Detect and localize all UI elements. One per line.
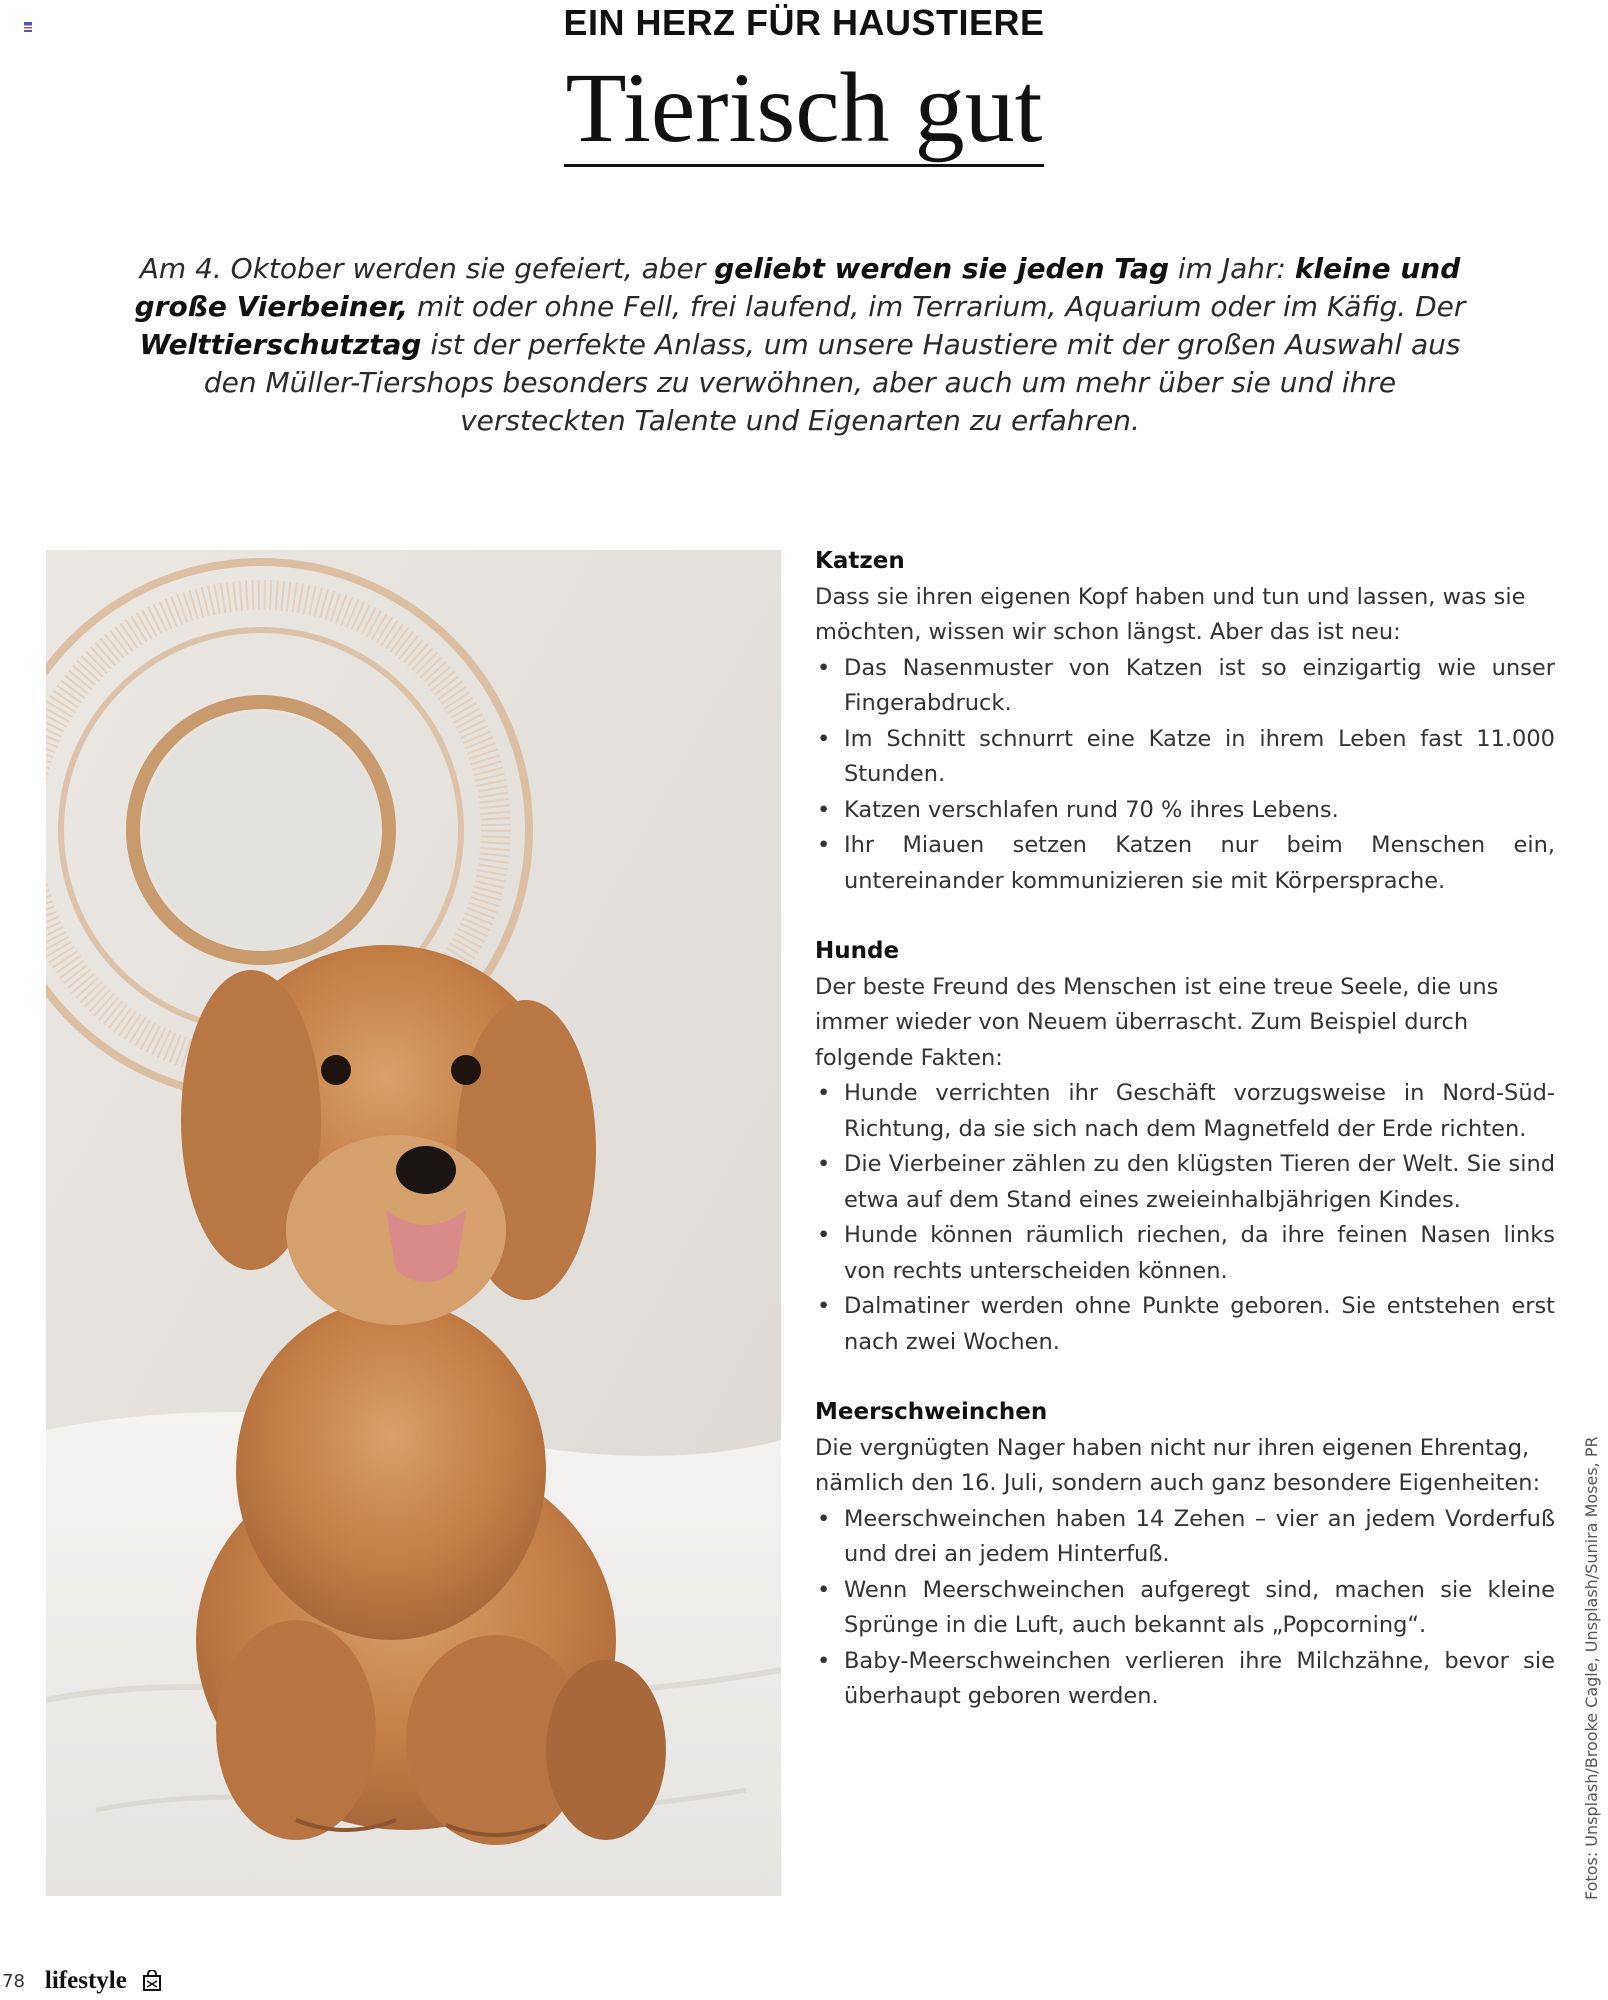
page-number: 78 xyxy=(2,1970,25,1992)
fact-list xyxy=(815,1502,1555,1715)
kicker-heading: EIN HERZ FÜR HAUSTIERE xyxy=(563,2,1045,43)
photo-credit: Fotos: Unsplash/Brooke Cagle, Unsplash/Sunira Moses, PR xyxy=(1582,1436,1601,1900)
intro-bold-1: geliebt werden sie jeden Tag xyxy=(714,252,1169,285)
page-footer xyxy=(0,1966,163,1996)
fact-list xyxy=(815,1076,1555,1360)
section-heading: Katzen xyxy=(815,548,905,574)
list-item: • Baby-Meerschweinchen verlieren ihre Milchzähne, bevor sie überhaupt geboren werden. xyxy=(815,1644,1555,1715)
intro-text-4: ist der perfekte Anlass, um unsere Haustiere mit der großen Auswahl aus den Müller-Tiershops besonders zu verwöhnen, aber auch um mehr über sie und ihre versteckten Talente und Eigenarten zu erfahren. xyxy=(203,328,1461,437)
section-heading: Hunde xyxy=(815,938,900,964)
list-item: • Meerschweinchen haben 14 Zehen – vier an jedem Vorderfuß und drei an jedem Hinterfuß. xyxy=(815,1502,1555,1573)
list-item: • Dalmatiner werden ohne Punkte geboren. Sie entstehen erst nach zwei Wochen. xyxy=(815,1289,1555,1360)
section-katzen xyxy=(815,544,1555,899)
list-item: • Hunde verrichten ihr Geschäft vorzugsweise in Nord-Süd-Richtung, da sie sich nach dem Magnetfeld der Erde richten. xyxy=(815,1076,1555,1147)
intro-text-2: im Jahr: xyxy=(1168,252,1295,285)
page-title xyxy=(0,52,1608,167)
page-title-text: Tierisch gut xyxy=(564,58,1045,167)
list-item: • Ihr Miauen setzen Katzen nur beim Menschen ein, untereinander kommunizieren sie mit Körpersprache. xyxy=(815,828,1555,899)
section-hunde xyxy=(815,934,1555,1360)
section-meerschweinchen xyxy=(815,1395,1555,1715)
section-intro: Dass sie ihren eigenen Kopf haben und tun und lassen, was sie möchten, wissen wir schon längst. Aber das ist neu: xyxy=(815,583,1526,645)
article-content xyxy=(815,544,1555,1750)
list-item: • Katzen verschlafen rund 70 % ihres Lebens. xyxy=(815,793,1555,829)
intro-paragraph xyxy=(130,250,1470,440)
list-item: • Im Schnitt schnurrt eine Katze in ihrem Leben fast 11.000 Stunden. xyxy=(815,722,1555,793)
intro-text-1: Am 4. Oktober werden sie gefeiert, aber xyxy=(139,252,715,285)
list-item: • Das Nasenmuster von Katzen ist so einzigartig wie unser Fingerabdruck. xyxy=(815,651,1555,722)
intro-text-3: mit oder ohne Fell, frei laufend, im Terrarium, Aquarium oder im Käfig. Der xyxy=(408,290,1466,323)
magazine-name: lifestyle xyxy=(44,1967,127,1994)
section-heading: Meerschweinchen xyxy=(815,1399,1048,1425)
dog-illustration xyxy=(46,550,781,1896)
section-intro: Der beste Freund des Menschen ist eine treue Seele, die uns immer wieder von Neuem überrascht. Zum Beispiel durch folgende Fakten: xyxy=(815,973,1499,1071)
list-item: • Wenn Meerschweinchen aufgeregt sind, machen sie kleine Sprünge in die Luft, auch bekannt als „Popcorning“. xyxy=(815,1573,1555,1644)
list-item: • Hunde können räumlich riechen, da ihre feinen Nasen links von rechts unterscheiden können. xyxy=(815,1218,1555,1289)
intro-bold-3: Welttierschutztag xyxy=(139,328,422,361)
section-intro: Die vergnügten Nager haben nicht nur ihren eigenen Ehrentag, nämlich den 16. Juli, sondern auch ganz besondere Eigenheiten: xyxy=(815,1434,1541,1496)
fact-list xyxy=(815,651,1555,900)
intro-bold-2: kleine und große Vierbeiner, xyxy=(134,252,1461,323)
shopping-bag-icon xyxy=(141,1970,163,1992)
dog-photo xyxy=(46,550,781,1896)
list-item: • Die Vierbeiner zählen zu den klügsten Tieren der Welt. Sie sind etwa auf dem Stand eines zweieinhalbjährigen Kindes. xyxy=(815,1147,1555,1218)
